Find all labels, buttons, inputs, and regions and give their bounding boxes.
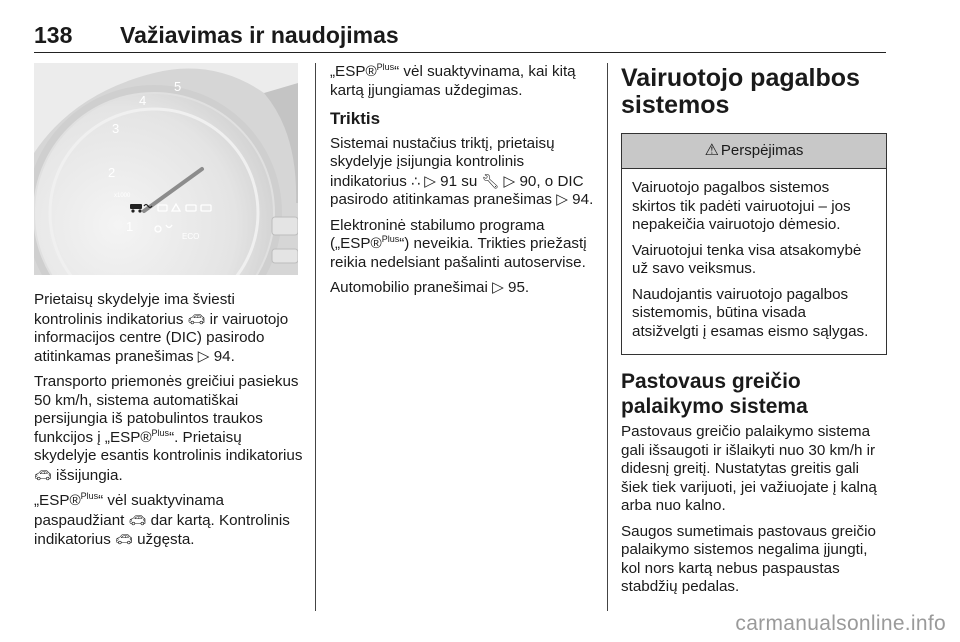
- gauge-eco-label: ECO: [182, 232, 200, 241]
- col2-p2-ref-1: 91 su: [440, 172, 478, 190]
- wrench-icon: 🔧︎: [481, 172, 500, 189]
- col1-p1-ref: 94.: [213, 347, 235, 365]
- col1-p3-text-d: užgęsta.: [137, 531, 195, 548]
- col1-paragraph-2: [34, 373, 306, 485]
- col2-p3-text-b: “) neveikia. Trikties priežastį reikia nedelsiant pašalinti autoservise.: [330, 235, 587, 271]
- col3-paragraph-2: Saugos sumetimais pastovaus greičio palaikymo sistemos negalima įjungti, kol nors kartą nebus paspaustas stabdžių pedalas.: [621, 522, 876, 595]
- column-2: [330, 63, 598, 305]
- col1-p3-text-b: “ vėl suaktyvinama paspaudžiant: [34, 492, 224, 529]
- warning-triangle-icon: ⚠︎: [704, 141, 719, 159]
- col2-p2-ref-3: 94.: [572, 191, 594, 208]
- instrument-cluster-photo: [34, 63, 298, 275]
- col2-p1-text-a: „ESP®: [330, 63, 377, 80]
- triangle-right-icon: ▷: [503, 172, 516, 190]
- esp-off-car-icon: 🚗︎: [187, 310, 206, 327]
- driver-assist-heading: Vairuotojo pagalbos sistemos: [621, 64, 860, 119]
- col1-p3-text-c: dar kartą. Kontrolinis indikatorius: [34, 511, 290, 548]
- col2-paragraph-2: [330, 135, 598, 210]
- col1-p2-text-a: Transporto priemonės greičiui pasiekus 50 km/h, sistema automatiškai persijungia iš patobulintos traukos funkcijos į „ESP®: [34, 373, 299, 446]
- col1-p2-text-b: “. Prietaisų skydelyje esantis kontrolinis indikatorius: [34, 428, 303, 464]
- warning-paragraph-2: Vairuotojui tenka visa atsakomybė už savo veiksmus.: [632, 241, 862, 277]
- column-divider-1: [315, 63, 316, 611]
- column-divider-2: [607, 63, 608, 611]
- esp-off-car-icon: 🚗︎: [34, 466, 52, 483]
- plus-superscript: Plus: [151, 427, 170, 438]
- warning-box-body: [622, 169, 886, 354]
- esp-off-car-icon: 🚗︎: [128, 511, 147, 528]
- col2-p2-text-a: Sistemai nustačius triktį, prietaisų skydelyje įsijungia kontrolinis indikatorius: [330, 134, 555, 190]
- plus-superscript: Plus: [376, 61, 395, 72]
- plus-superscript: Plus: [80, 490, 99, 501]
- gauge-number-5: 5: [174, 79, 182, 94]
- esp-off-car-icon: 🚗︎: [115, 531, 133, 547]
- plus-superscript: Plus: [381, 233, 400, 244]
- col1-p3-text-a: „ESP®: [34, 492, 81, 509]
- gauge-scale-label: x1000: [114, 193, 131, 199]
- watermark: carmanualsonline.info: [735, 612, 946, 635]
- cruise-control-heading: Pastovaus greičio palaikymo sistema: [621, 370, 808, 418]
- gauge-number-2: 2: [108, 165, 116, 180]
- warning-title: Perspėjimas: [720, 141, 804, 159]
- triangle-right-icon: ▷: [197, 347, 210, 365]
- column-1: [34, 63, 306, 557]
- page-header: [34, 22, 886, 53]
- instrument-cluster-illustration: [34, 63, 298, 275]
- col2-paragraph-4: [330, 279, 598, 298]
- col2-p3-text-a: Elektroninė stabilumo programa („ESP®: [330, 216, 545, 252]
- col2-paragraph-3: [330, 217, 598, 273]
- warning-box-header: [622, 134, 886, 169]
- col1-p1-text-a: Prietaisų skydelyje ima šviesti kontrolinis indikatorius: [34, 291, 235, 328]
- col1-p1-text-b: ir vairuotojo informacijos centre (DIC) pasirodo atitinkamas pranešimas: [34, 310, 289, 365]
- chapter-title: Važiavimas ir naudojimas: [120, 22, 399, 48]
- fault-heading: Triktis: [330, 109, 381, 128]
- col2-p2-ref-2: 90, o DIC pasirodo atitinkamas pranešimas: [330, 172, 584, 208]
- triangle-right-icon: ▷: [556, 191, 568, 208]
- gauge-number-4: 4: [139, 93, 147, 108]
- warning-paragraph-1: Vairuotojo pagalbos sistemos skirtos tik padėti vairuotojui – jos nepakeičia vairuotojo dėmesio.: [632, 179, 851, 233]
- traction-fault-icon: ∴: [411, 172, 420, 189]
- column-3: [621, 63, 887, 604]
- warning-box: [621, 133, 887, 355]
- gauge-number-3: 3: [112, 121, 120, 136]
- warning-paragraph-3: Naudojantis vairuotojo pagalbos sistemomis, būtina visada atsižvelgti į esamas eismo sąlygas.: [632, 285, 869, 340]
- col2-paragraph-1: [330, 63, 598, 100]
- col2-p4-ref: 95.: [508, 279, 530, 296]
- triangle-right-icon: ▷: [492, 279, 504, 296]
- col2-p1-text-b: “ vėl suaktyvinama, kai kitą kartą įjungiamas uždegimas.: [330, 63, 576, 99]
- col3-paragraph-1: Pastovaus greičio palaikymo sistema gali išsaugoti ir išlaikyti nuo 30 km/h ir didesnį greitį. Nustatytas greitis gali šiek tiek varijuoti, jei važiuojate į kalną arba nuo kalno.: [621, 423, 877, 514]
- page-number: 138: [34, 22, 73, 48]
- col2-p4-text-a: Automobilio pranešimai: [330, 279, 488, 296]
- col1-paragraph-3: [34, 492, 306, 550]
- col1-p2-text-c: išsijungia.: [56, 466, 123, 484]
- col1-paragraph-1: [34, 291, 306, 366]
- triangle-right-icon: ▷: [424, 172, 436, 190]
- gauge-number-1: 1: [126, 219, 134, 234]
